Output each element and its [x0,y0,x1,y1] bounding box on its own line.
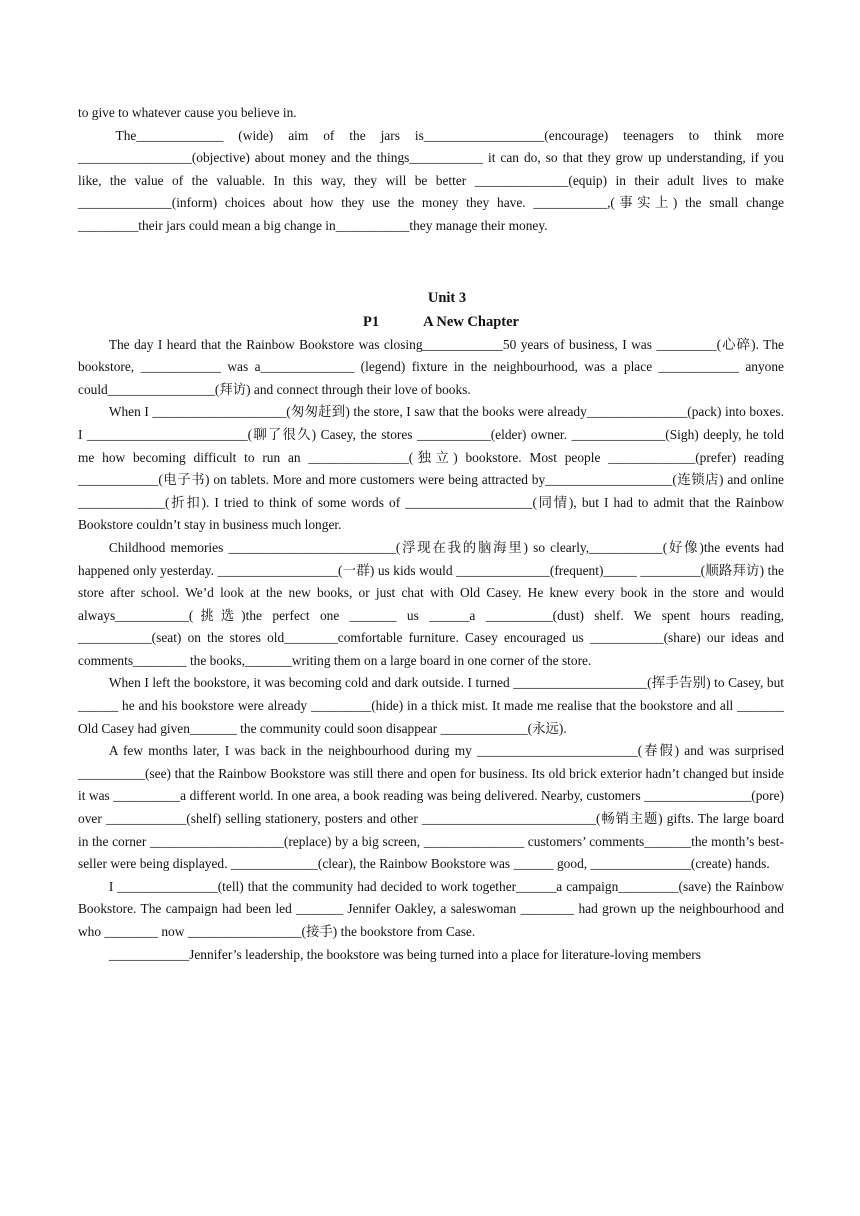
paragraph-6: I _______________(tell) that the community had decided to work together______a campaign_________(save) the Rainbow Bookstore. The campaign had been led _______ Jennifer Oakley, a saleswoman ________ had grown up the neighbourhood and who ________ now _________________(接手) the bookstore from Case. [78,878,784,939]
paragraph-1: The day I heard that the Rainbow Bookstore was closing____________50 years of business, I was _________(心碎). The bookstore, ____________ was a______________ (legend) fixture in the neighbourhood, was a place ____________ anyone could________________(拜访) and connect through their love of books. [78,336,784,397]
unit-title: Unit 3 [427,289,467,306]
lesson-title [98,310,784,334]
section-gap [78,238,784,286]
lesson-name: A New Chapter [423,313,519,330]
paragraph-5: A few months later, I was back in the neighbourhood during my ________________________(春假) and was surprised __________(see) that the Rainbow Bookstore was still there and open for business. Its old brick exterior hadn’t changed but inside it was __________a different world. In one area, a book reading was being delivered. Nearby, customers ________________(pore) over ____________(shelf) selling stationery, posters and other __________________________(畅销主题) gifts. The large board in the corner ____________________(replace) by a big screen, _______________ customers’ comments_______the month’s best-seller were being displayed. _____________(clear), the Rainbow Bookstore was ______ good, _______________(create) hands. [78,743,784,872]
paragraph-7: ____________Jennifer’s leadership, the bookstore was being turned into a place for literature-loving members [108,946,701,962]
document-body [78,102,784,966]
lesson-number: P1 [363,313,380,330]
paragraph-3: Childhood memories _________________________(浮现在我的脑海里) so clearly,___________(好像)the events had happened only yesterday. __________________(一群) us kids would ______________(frequent)_____ _________(顺路拜访) the store after school. We’d look at the new books, or just chat with Old Casey. He knew every book in the store and would always___________(挑选)the perfect one _______ us ______a __________(dust) shelf. We spent hours reading, ___________(seat) on the stores old________comfortable furniture. Casey encouraged us ___________(share) our ideas and comments________ the books,_______writing them on a large board in one corner of the store. [78,539,784,668]
paragraph-4: When I left the bookstore, it was becoming cold and dark outside. I turned ____________________(挥手告别) to Casey, but ______ he and his bookstore were already _________(hide) in a thick mist. It made me realise that the bookstore and all _______ Old Casey had given_______ the community could soon disappear _____________(永远). [78,675,784,736]
intro-paragraph: The_____________ (wide) aim of the jars is__________________(encourage) teenagers to think more _________________(objective) about money and the things___________ it can do, so that they grow up understanding, if you like, the value of the valuable. In this way, they will be better ______________(equip) in their adult lives to make ______________(inform) choices about how they use the money they have. ___________,(事实上) the small change _________their jars could mean a big change in___________they manage their money. [78,127,784,233]
intro-paragraph-continuation: to give to whatever cause you believe in. [78,105,297,120]
paragraph-2: When I ____________________(匆匆赶到) the store, I saw that the books were already_______________(pack) into boxes. I ________________________(聊了很久) Casey, the stores ___________(elder) owner. ______________(Sigh) deeply, he told me how becoming difficult to run an _______________(独立) bookstore. Most people _____________(prefer) reading ____________(电子书) on tablets. More and more customers were being attracted by___________________(连锁店) and online _____________(折扣). I tried to think of some words of ___________________(同情), but I had to admit that the Rainbow Bookstore couldn’t stay in business much longer. [78,404,784,533]
